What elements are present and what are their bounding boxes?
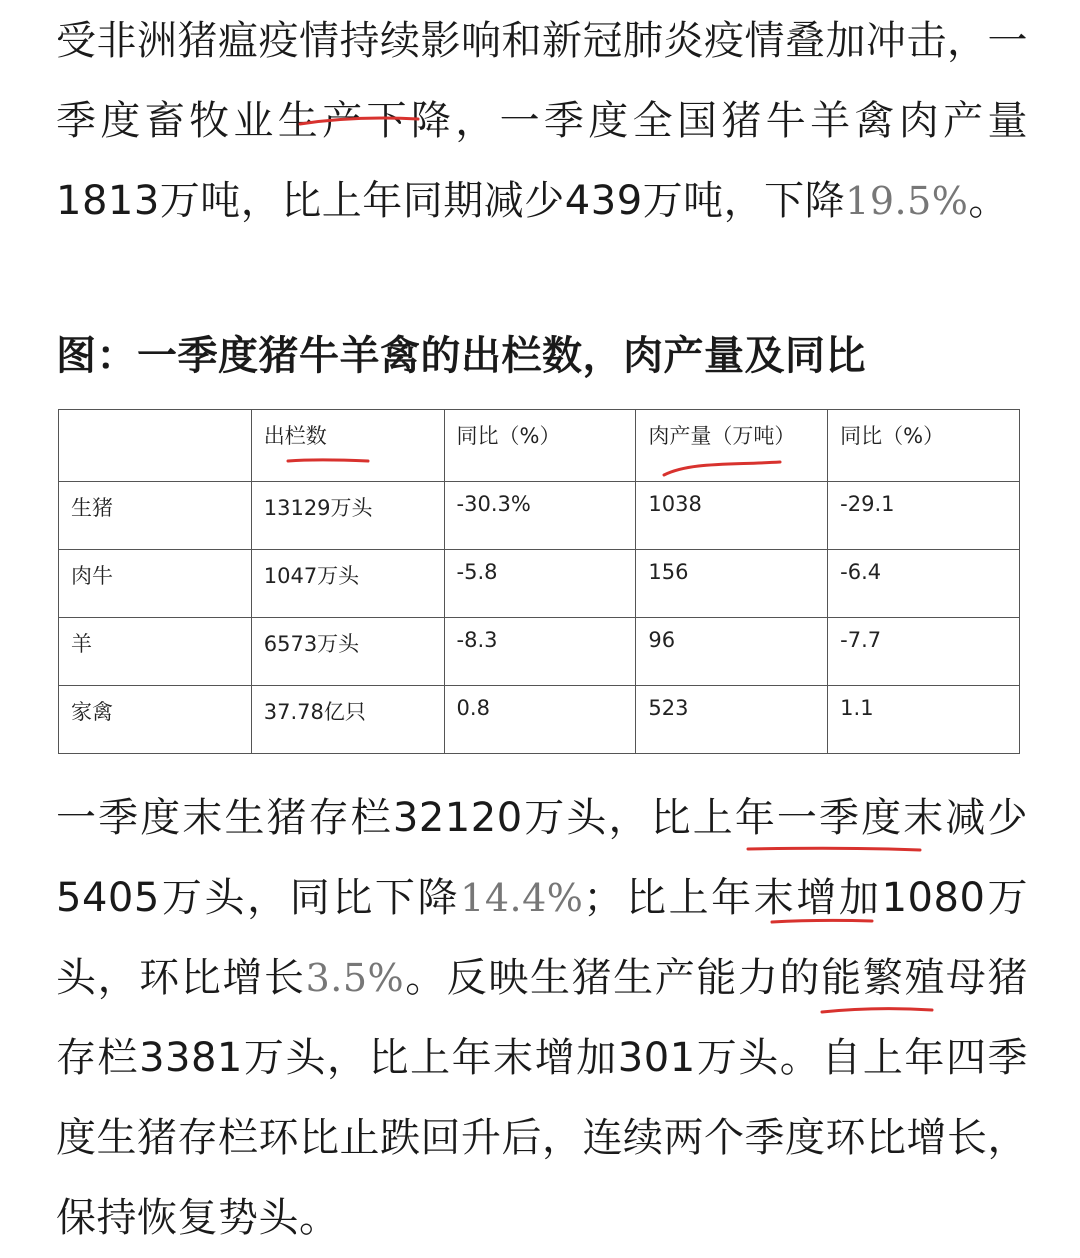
table-cell: -29.1	[828, 482, 1020, 550]
figure-title: 图：一季度猪牛羊禽的出栏数，肉产量及同比	[56, 333, 866, 379]
row-label: 生猪	[59, 482, 252, 550]
intro-text-2: 。	[968, 178, 1009, 224]
row-label: 羊	[59, 618, 252, 686]
summary-paragraph	[56, 778, 1028, 1258]
row-label: 肉牛	[59, 550, 252, 618]
table-cell: 6573万头	[251, 618, 444, 686]
intro-text-1: 受非洲猪瘟疫情持续影响和新冠肺炎疫情叠加冲击，一季度畜牧业生产下降，一季度全国猪牛羊禽肉产量1813万吨，比上年同期减少439万吨，下降	[56, 18, 1028, 224]
header-cell-slaughter: 出栏数	[251, 410, 444, 482]
table-cell: 37.78亿只	[251, 686, 444, 754]
table-cell: 523	[636, 686, 828, 754]
table-cell: 156	[636, 550, 828, 618]
header-cell-yoy-1: 同比（%）	[444, 410, 636, 482]
livestock-table	[58, 409, 1020, 754]
table-cell: 96	[636, 618, 828, 686]
summary-text-2: ；比上年末增加1080万头，环比增长	[56, 875, 1028, 1001]
table-row	[59, 550, 1020, 618]
summary-percent-1: 14.4%	[460, 876, 584, 920]
table-cell: 1038	[636, 482, 828, 550]
table-cell: 0.8	[444, 686, 636, 754]
table-cell: -7.7	[828, 618, 1020, 686]
header-cell-meat-output: 肉产量（万吨）	[636, 410, 828, 482]
row-label: 家禽	[59, 686, 252, 754]
table-cell: -30.3%	[444, 482, 636, 550]
summary-text-1: 一季度末生猪存栏32120万头，比上年一季度末减少5405万头，同比下降	[56, 795, 1028, 921]
table-row	[59, 686, 1020, 754]
table-cell: 1.1	[828, 686, 1020, 754]
summary-percent-2: 3.5%	[305, 956, 405, 1000]
table-cell: 1047万头	[251, 550, 444, 618]
table-cell: -8.3	[444, 618, 636, 686]
summary-text-3: 。反映生猪生产能力的能繁殖母猪存栏3381万头，比上年末增加301万头。自上年四季度生猪存栏环比止跌回升后，连续两个季度环比增长，保持恢复势头。	[56, 955, 1029, 1241]
table-row	[59, 482, 1020, 550]
table-header-row	[59, 410, 1020, 482]
table-cell: 13129万头	[251, 482, 444, 550]
header-cell-empty	[59, 410, 252, 482]
table-cell: -5.8	[444, 550, 636, 618]
header-cell-yoy-2: 同比（%）	[828, 410, 1020, 482]
table-row	[59, 618, 1020, 686]
intro-paragraph	[56, 1, 1028, 241]
intro-percent: 19.5%	[845, 179, 969, 223]
table-cell: -6.4	[828, 550, 1020, 618]
